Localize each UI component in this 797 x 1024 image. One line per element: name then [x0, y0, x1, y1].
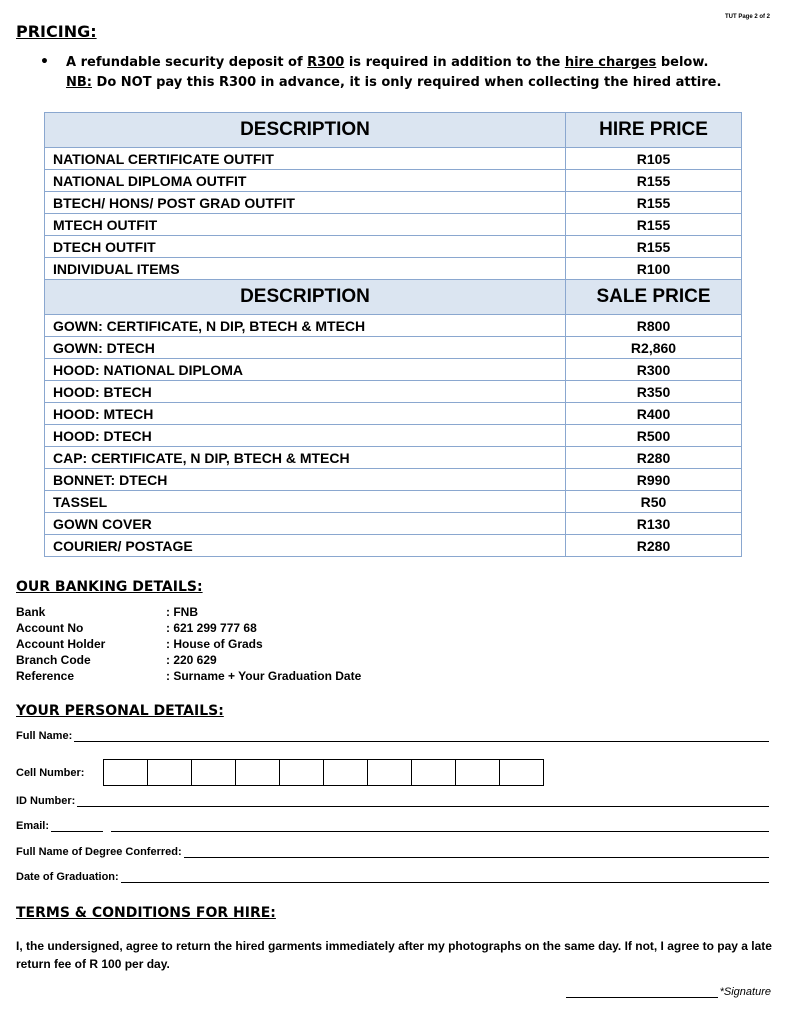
cell-number-boxes	[103, 759, 544, 786]
personal-heading: YOUR PERSONAL DETAILS:	[16, 703, 224, 719]
hire-section	[45, 113, 742, 280]
banking-heading: OUR BANKING DETAILS:	[16, 579, 203, 595]
table-row	[45, 359, 742, 381]
item-price: R500	[566, 425, 742, 447]
table-row	[45, 491, 742, 513]
cell-digit-box[interactable]	[456, 759, 500, 786]
item-price: R155	[566, 170, 742, 192]
item-price: R155	[566, 236, 742, 258]
cell-digit-box[interactable]	[500, 759, 544, 786]
item-price: R155	[566, 214, 742, 236]
hire-description-header: DESCRIPTION	[45, 113, 566, 148]
item-description: DTECH OUTFIT	[45, 236, 566, 258]
hire-header-row	[45, 113, 742, 148]
item-description: HOOD: DTECH	[45, 425, 566, 447]
item-price: R280	[566, 447, 742, 469]
cell-digit-box[interactable]	[192, 759, 236, 786]
table-row	[45, 535, 742, 557]
item-description: GOWN: CERTIFICATE, N DIP, BTECH & MTECH	[45, 315, 566, 337]
table-row	[45, 148, 742, 170]
bank-row	[16, 653, 361, 669]
table-row	[45, 170, 742, 192]
table-row	[45, 425, 742, 447]
hire-price-header: HIRE PRICE	[566, 113, 742, 148]
table-row	[45, 513, 742, 535]
cell-number-row	[16, 759, 544, 786]
item-price: R400	[566, 403, 742, 425]
deposit-bullet	[40, 54, 721, 75]
bank-value: : 220 629	[166, 653, 217, 667]
price-table	[44, 112, 742, 557]
bank-value: : Surname + Your Graduation Date	[166, 669, 362, 683]
sale-section	[45, 280, 742, 557]
item-price: R105	[566, 148, 742, 170]
item-description: HOOD: NATIONAL DIPLOMA	[45, 359, 566, 381]
cell-digit-box[interactable]	[368, 759, 412, 786]
full-name-field[interactable]	[74, 730, 769, 742]
bank-row	[16, 621, 361, 637]
bank-value: : FNB	[166, 605, 198, 619]
sale-header-row	[45, 280, 742, 315]
table-row	[45, 447, 742, 469]
email-label: Email:	[16, 820, 50, 832]
bank-label: Account Holder	[16, 637, 106, 651]
full-name-label: Full Name:	[16, 730, 73, 742]
item-description: COURIER/ POSTAGE	[45, 535, 566, 557]
graduation-date-field[interactable]	[121, 871, 769, 883]
bullet-text-1: A refundable security deposit of	[66, 55, 308, 70]
item-price: R155	[566, 192, 742, 214]
sale-price-header: SALE PRICE	[566, 280, 742, 315]
bank-label: Account No	[16, 621, 84, 635]
hire-charges-text: hire charges	[564, 55, 657, 70]
bank-label: Reference	[16, 669, 75, 683]
table-row	[45, 315, 742, 337]
signature-block	[566, 985, 771, 998]
table-row	[45, 469, 742, 491]
cell-digit-box[interactable]	[280, 759, 324, 786]
pricing-note	[40, 54, 721, 96]
table-row	[45, 381, 742, 403]
item-description: GOWN: DTECH	[45, 337, 566, 359]
table-row	[45, 403, 742, 425]
bank-row	[16, 669, 361, 685]
item-price: R100	[566, 258, 742, 280]
signature-line[interactable]	[566, 985, 718, 998]
table-row	[45, 258, 742, 280]
item-description: BTECH/ HONS/ POST GRAD OUTFIT	[45, 192, 566, 214]
item-description: INDIVIDUAL ITEMS	[45, 258, 566, 280]
bank-row	[16, 605, 361, 621]
degree-label: Full Name of Degree Conferred:	[16, 846, 182, 858]
item-price: R800	[566, 315, 742, 337]
item-price: R2,860	[566, 337, 742, 359]
item-price: R130	[566, 513, 742, 535]
item-price: R350	[566, 381, 742, 403]
page-number: TUT Page 2 of 2	[724, 14, 770, 20]
cell-number-label: Cell Number:	[16, 766, 85, 779]
bullet-text-2: is required in addition to the	[344, 55, 565, 70]
id-number-row	[16, 795, 769, 807]
nb-text: Do NOT pay this R300 in advance, it is only required when collecting the hired attire.	[92, 75, 722, 90]
id-number-label: ID Number:	[16, 795, 76, 807]
cell-digit-box[interactable]	[236, 759, 280, 786]
table-row	[45, 192, 742, 214]
item-price: R50	[566, 491, 742, 513]
table-row	[45, 214, 742, 236]
nb-note	[40, 75, 721, 96]
table-row	[45, 337, 742, 359]
item-description: MTECH OUTFIT	[45, 214, 566, 236]
bullet-text-3: below.	[656, 55, 709, 70]
item-description: BONNET: DTECH	[45, 469, 566, 491]
item-price: R990	[566, 469, 742, 491]
bank-row	[16, 637, 361, 653]
terms-heading: TERMS & CONDITIONS FOR HIRE:	[16, 905, 276, 921]
table-row	[45, 236, 742, 258]
item-description: CAP: CERTIFICATE, N DIP, BTECH & MTECH	[45, 447, 566, 469]
nb-label: NB:	[66, 75, 92, 90]
item-description: TASSEL	[45, 491, 566, 513]
item-description: NATIONAL CERTIFICATE OUTFIT	[45, 148, 566, 170]
cell-digit-box[interactable]	[412, 759, 456, 786]
bank-label: Branch Code	[16, 653, 91, 667]
item-price: R280	[566, 535, 742, 557]
bank-label: Bank	[16, 605, 46, 619]
graduation-date-label: Date of Graduation:	[16, 871, 119, 883]
banking-details	[16, 605, 361, 685]
email-field-part-2[interactable]	[111, 820, 769, 832]
bank-value: : 621 299 777 68	[166, 621, 257, 635]
id-number-field[interactable]	[77, 795, 769, 807]
terms-text: I, the undersigned, agree to return the hired garments immediately after my photographs on the same day. If not, I agree to pay a late return fee of R 100 per day.	[16, 939, 772, 971]
degree-field[interactable]	[184, 846, 769, 858]
cell-digit-box[interactable]	[148, 759, 192, 786]
sale-description-header: DESCRIPTION	[45, 280, 566, 315]
deposit-amount: R300	[307, 55, 345, 70]
item-description: HOOD: BTECH	[45, 381, 566, 403]
cell-digit-box[interactable]	[103, 759, 148, 786]
graduation-date-row	[16, 871, 769, 883]
item-description: NATIONAL DIPLOMA OUTFIT	[45, 170, 566, 192]
bank-value: : House of Grads	[166, 637, 263, 651]
pricing-heading: PRICING:	[16, 22, 97, 41]
bullet-icon: •	[40, 54, 49, 70]
item-description: HOOD: MTECH	[45, 403, 566, 425]
degree-row	[16, 846, 769, 858]
email-row	[16, 820, 769, 832]
email-field-part-1[interactable]	[51, 820, 103, 832]
cell-digit-box[interactable]	[324, 759, 368, 786]
full-name-row	[16, 730, 769, 742]
item-price: R300	[566, 359, 742, 381]
item-description: GOWN COVER	[45, 513, 566, 535]
signature-label: *Signature	[719, 986, 771, 998]
